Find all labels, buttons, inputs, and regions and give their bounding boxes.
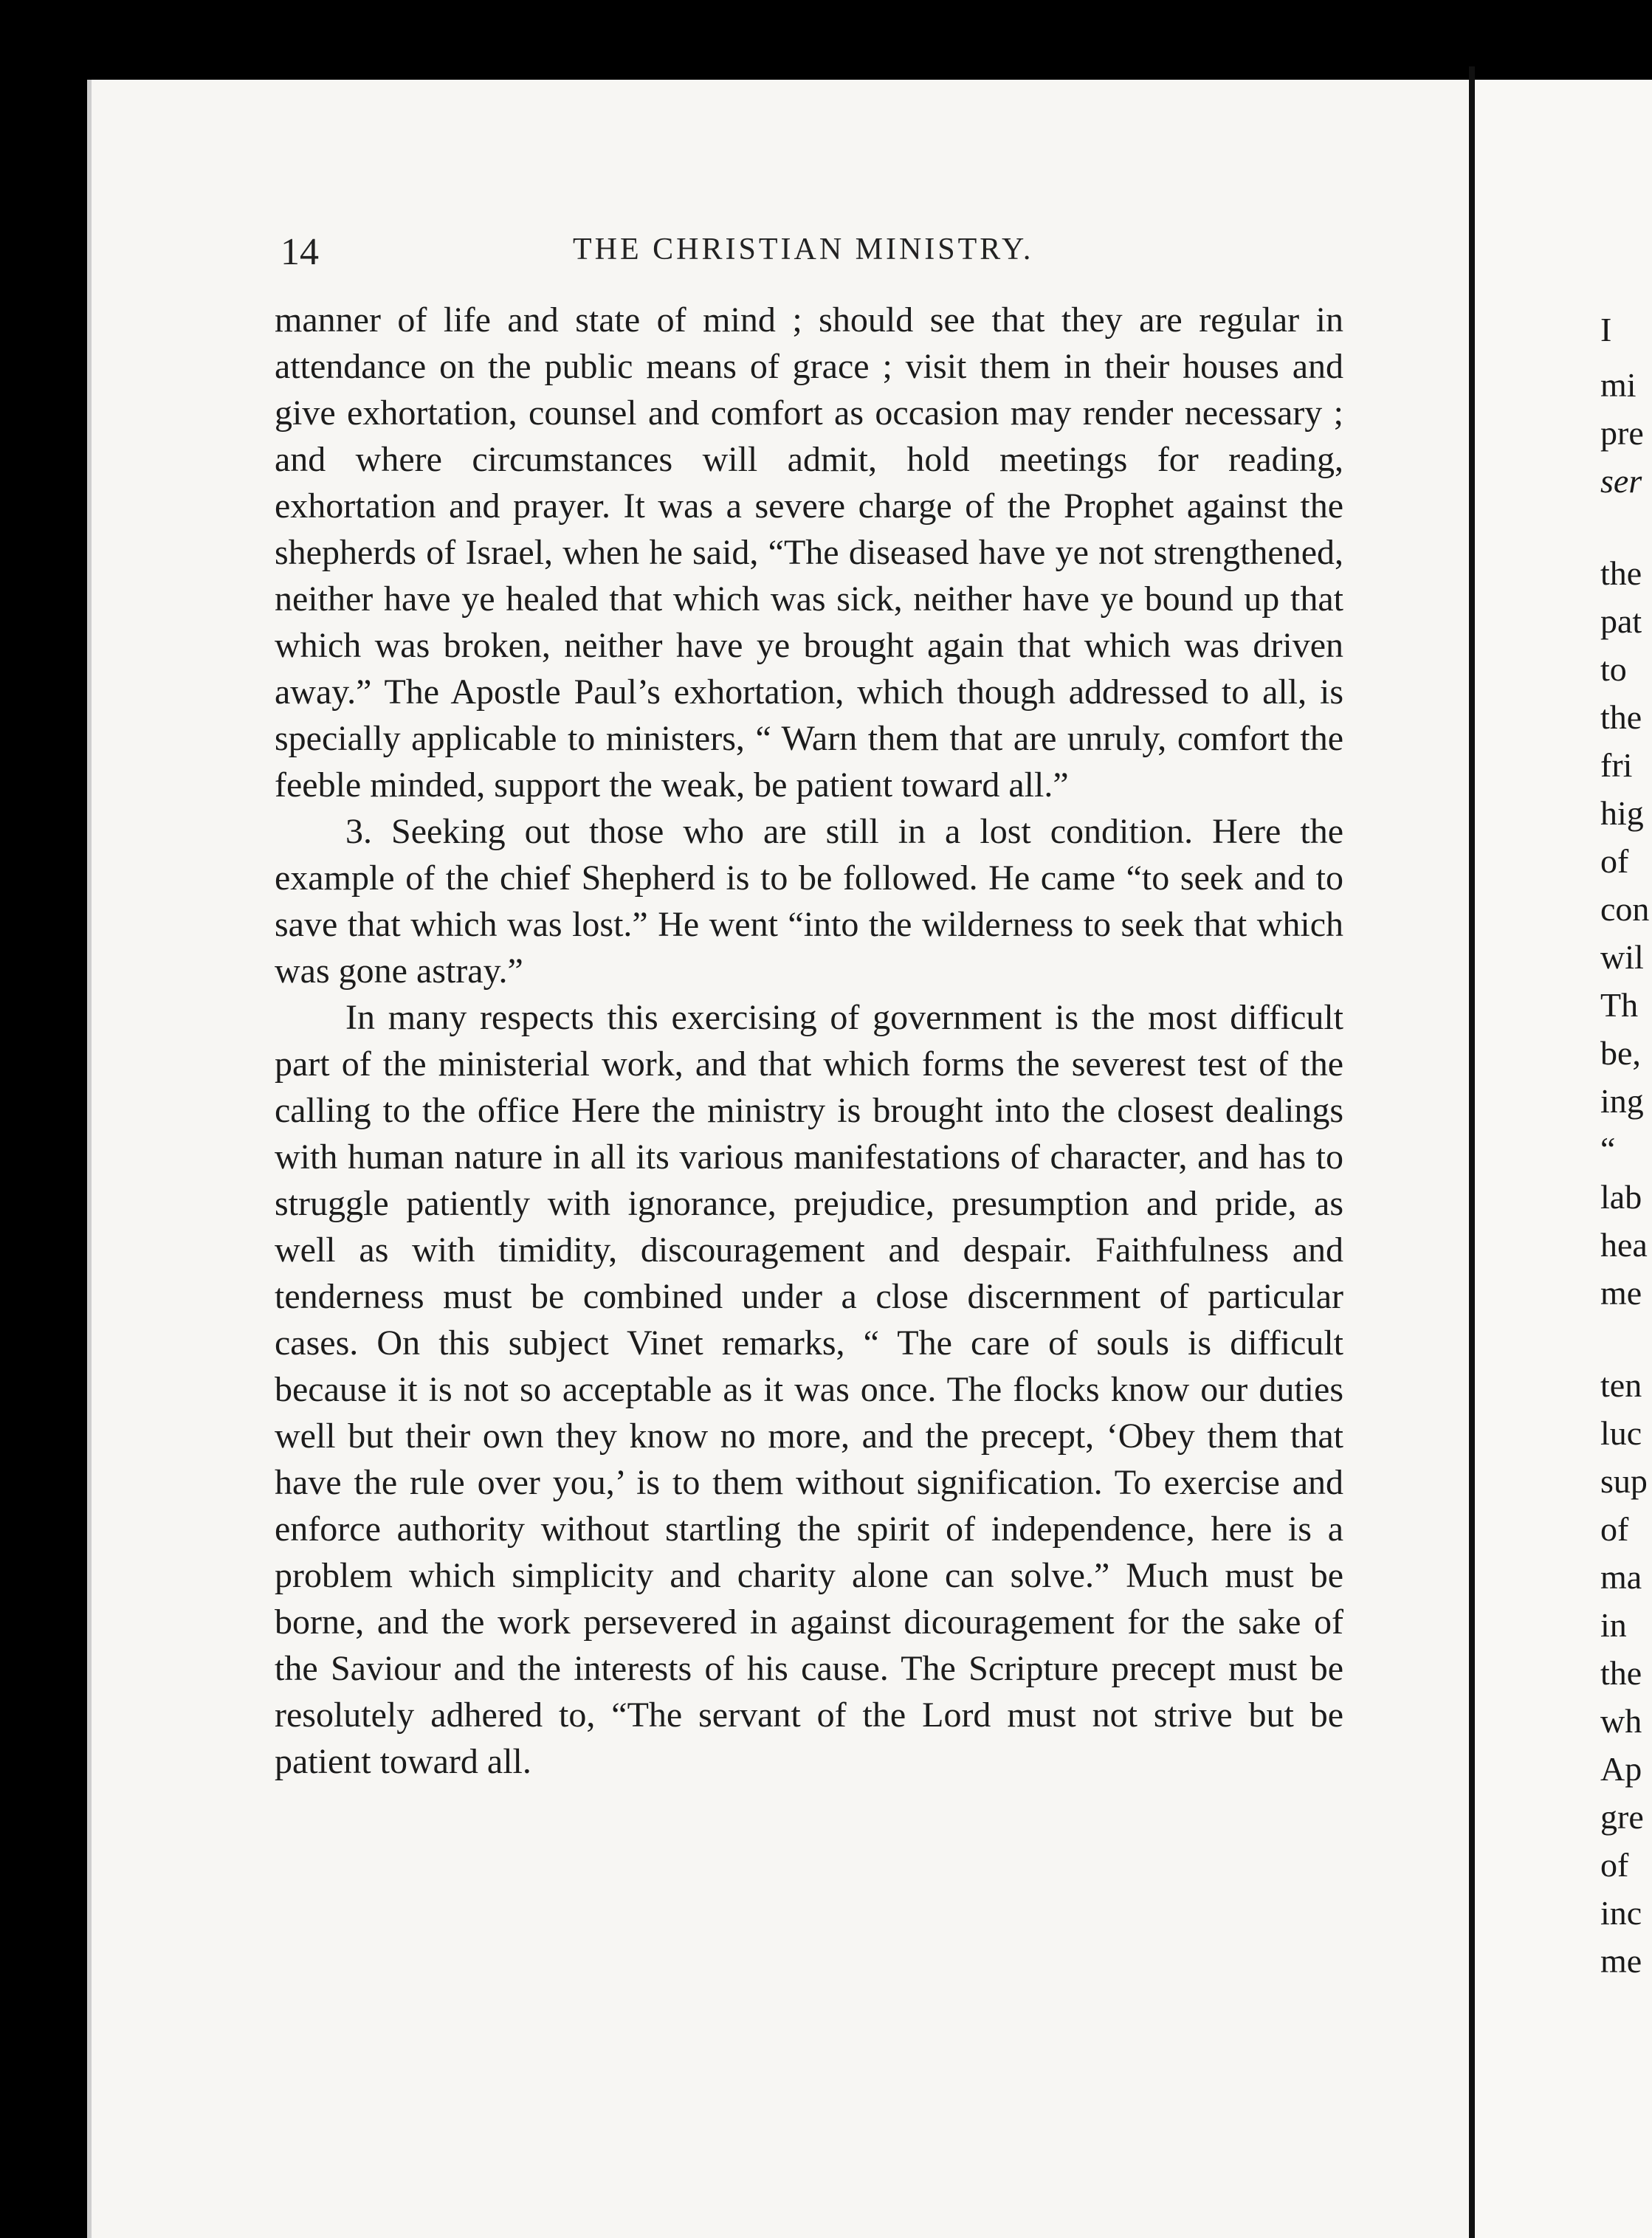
facing-page-fragment: to bbox=[1600, 650, 1627, 688]
facing-page-fragment: ma bbox=[1600, 1558, 1642, 1596]
facing-page-fragment: ser bbox=[1600, 462, 1642, 500]
facing-page-fragment: me bbox=[1600, 1942, 1642, 1980]
facing-page-fragment: the bbox=[1600, 698, 1642, 736]
page-number: 14 bbox=[281, 231, 319, 273]
facing-page-fragment: of bbox=[1600, 842, 1629, 880]
facing-page-fragment: luc bbox=[1600, 1414, 1642, 1452]
facing-page-fragment: be, bbox=[1600, 1034, 1641, 1072]
facing-page-fragment: ing bbox=[1600, 1082, 1644, 1120]
facing-page-fragment: con bbox=[1600, 890, 1650, 928]
facing-page-fragment: I bbox=[1600, 311, 1612, 348]
facing-page-fragment: ten bbox=[1600, 1366, 1642, 1404]
facing-page-fragment: the bbox=[1600, 554, 1642, 592]
running-title: THE CHRISTIAN MINISTRY. bbox=[573, 233, 1034, 266]
facing-page-fragment: sup bbox=[1600, 1462, 1648, 1500]
facing-page-fragment: hig bbox=[1600, 794, 1644, 832]
facing-page-fragment: wil bbox=[1600, 938, 1644, 976]
paragraph-continuation: manner of life and state of mind ; should see that they are regular in attendance on the public means of grace ; visit them in their houses and give exhortation, counsel and comfort as occasion may render necessary ; and where circumstances will admit, hold meetings for reading, exhortation and prayer. It was a severe charge of the Prophet against the shepherds of Israel, when he said, “The diseased have ye not strengthened, neither have ye healed that which was sick, neither have ye bound up that which was broken, neither have ye brought again that which was driven away.” The Apostle Paul’s exhortation, which though addressed to all, is specially applicable to ministers, “ Warn them that are unruly, comfort the feeble minded, support the weak, be patient toward all.” bbox=[275, 300, 1343, 805]
facing-page-fragment: hea bbox=[1600, 1226, 1648, 1264]
facing-page-fragment: mi bbox=[1600, 366, 1636, 404]
facing-page-fragment: the bbox=[1600, 1654, 1642, 1692]
facing-page-fragment: pre bbox=[1600, 414, 1644, 452]
facing-page-fragment: lab bbox=[1600, 1178, 1642, 1216]
paragraph-point-three: 3. Seeking out those who are still in a lost condition. Here the example of the chief Shepherd is to be followed. He came “to seek and to save that which was lost.” He went “into the wilderness to seek that which was gone astray.” bbox=[275, 812, 1343, 991]
facing-page-fragment: Th bbox=[1600, 986, 1639, 1024]
facing-page-fragment: gre bbox=[1600, 1798, 1644, 1836]
facing-page-fragment: in bbox=[1600, 1606, 1627, 1644]
paragraph-government: In many respects this exercising of government is the most difficult part of the ministerial work, and that which forms the severest test of the calling to the office Here the ministry is brought into the closest dealings with human nature in all its various manifestations of character, and has to struggle patiently with ignorance, prejudice, presumption and pride, as well as with timidity, discouragement and despair. Faithfulness and tenderness must be combined under a close discernment of particular cases. On this subject Vinet remarks, “ The care of souls is difficult because it is not so acceptable as it was once. The flocks know our duties well but their own they know no more, and the precept, ‘Obey them that have the rule over you,’ is to them without signification. To exercise and enforce authority without startling the spirit of independence, here is a problem which simplicity and charity alone can solve.” Much must be borne, and the work persevered in against dicouragement for the sake of the Saviour and the interests of his cause. The Scripture precept must be resolutely adhered to, “The servant of the Lord must not strive but be patient toward all. bbox=[275, 998, 1343, 1781]
facing-page-fragment: “ bbox=[1600, 1130, 1616, 1168]
facing-page-fragment: Ap bbox=[1600, 1750, 1642, 1788]
facing-page-fragment: inc bbox=[1600, 1894, 1642, 1932]
facing-page-fragment: of bbox=[1600, 1510, 1629, 1548]
facing-page-fragment: pat bbox=[1600, 602, 1642, 640]
facing-page-fragment: of bbox=[1600, 1846, 1629, 1884]
book-spine bbox=[1469, 66, 1475, 2238]
page-body bbox=[275, 297, 1343, 1785]
facing-page-fragment: fri bbox=[1600, 746, 1633, 784]
facing-page-text bbox=[1600, 0, 1652, 2238]
facing-page-fragment: me bbox=[1600, 1274, 1642, 1312]
facing-page-fragment: wh bbox=[1600, 1702, 1642, 1740]
